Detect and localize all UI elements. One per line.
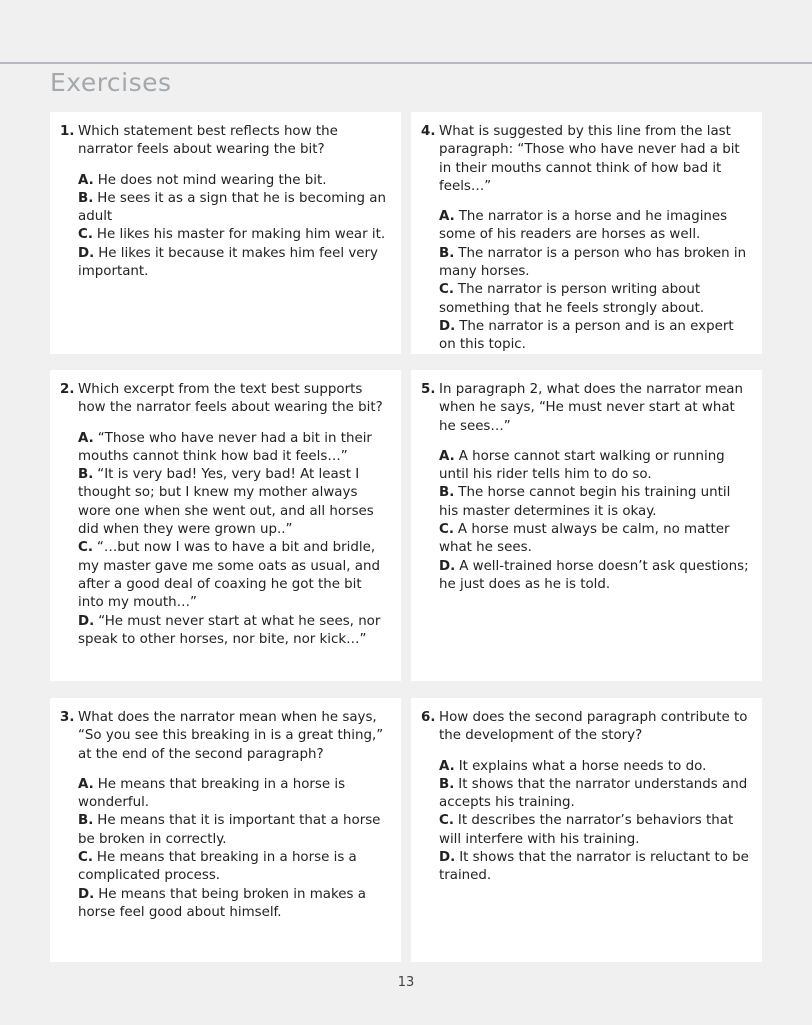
option-letter: B. bbox=[78, 190, 94, 206]
question-number: 1. bbox=[60, 124, 75, 139]
question-card-6 bbox=[411, 698, 762, 962]
answer-option bbox=[78, 812, 389, 849]
answer-option bbox=[439, 448, 750, 485]
question-number: 6. bbox=[421, 710, 436, 725]
answer-option bbox=[78, 849, 389, 886]
option-text: He does not mind wearing the bit. bbox=[97, 172, 327, 188]
option-text: A well-trained horse doesn’t ask questions; he just does as he is told. bbox=[439, 558, 749, 592]
option-text: “…but now I was to have a bit and bridle, my master gave me some oats as usual, and after a good deal of coaxing he got the bit into my mouth…” bbox=[78, 540, 380, 611]
question-card-3 bbox=[50, 698, 401, 962]
answer-options bbox=[78, 430, 389, 650]
question-text: Which statement best reflects how the narrator feels about wearing the bit? bbox=[78, 124, 338, 158]
answer-options bbox=[439, 758, 750, 886]
option-text: “It is very bad! Yes, very bad! At least I thought so; but I knew my mother always wore one when she went out, and all horses did when they were grown up..” bbox=[78, 467, 374, 538]
answer-option bbox=[439, 776, 750, 813]
option-letter: A. bbox=[439, 448, 455, 464]
question-number: 3. bbox=[60, 710, 75, 725]
answer-option bbox=[439, 318, 750, 355]
answer-option bbox=[439, 245, 750, 282]
option-text: The narrator is a horse and he imagines some of his readers are horses as well. bbox=[439, 209, 728, 243]
option-text: He likes it because it makes him feel very important. bbox=[78, 245, 378, 280]
option-letter: B. bbox=[439, 485, 455, 501]
option-text: “Those who have never had a bit in their mouths cannot think how bad it feels…” bbox=[78, 430, 372, 464]
option-letter: C. bbox=[439, 522, 454, 538]
option-letter: C. bbox=[78, 227, 93, 243]
question-5 bbox=[421, 381, 750, 436]
question-card-1 bbox=[50, 112, 401, 354]
question-3 bbox=[60, 709, 389, 764]
answer-option bbox=[78, 886, 389, 923]
question-text: Which excerpt from the text best supports how the narrator feels about wearing the bit? bbox=[78, 382, 383, 416]
answer-options bbox=[439, 208, 750, 354]
answer-option bbox=[439, 849, 750, 886]
question-6 bbox=[421, 709, 750, 746]
option-letter: D. bbox=[78, 886, 95, 902]
question-text: What is suggested by this line from the last paragraph: “Those who have never had a bit in their mouths cannot think of how bad it feels…” bbox=[439, 124, 740, 194]
answer-option bbox=[439, 521, 750, 558]
page-number: 13 bbox=[397, 975, 415, 990]
question-card-4 bbox=[411, 112, 762, 354]
answer-option bbox=[78, 226, 389, 244]
option-letter: A. bbox=[439, 209, 455, 225]
answer-option bbox=[78, 245, 389, 282]
option-text: A horse must always be calm, no matter what he sees. bbox=[439, 522, 730, 556]
option-letter: B. bbox=[439, 245, 455, 261]
option-letter: C. bbox=[78, 540, 93, 556]
option-text: He means that breaking in a horse is wonderful. bbox=[78, 776, 346, 811]
question-text: What does the narrator mean when he says, “So you see this breaking in is a great thing,” at the end of the second paragraph? bbox=[78, 710, 384, 762]
option-text: He likes his master for making him wear it. bbox=[96, 227, 386, 243]
option-letter: D. bbox=[439, 850, 456, 866]
option-letter: C. bbox=[439, 282, 454, 298]
option-text: A horse cannot start walking or running until his rider tells him to do so. bbox=[439, 448, 725, 483]
option-letter: B. bbox=[78, 813, 94, 829]
option-letter: D. bbox=[439, 318, 456, 334]
answer-options bbox=[78, 172, 389, 282]
option-text: It explains what a horse needs to do. bbox=[458, 758, 707, 774]
option-text: The horse cannot begin his training until his master determines it is okay. bbox=[439, 485, 731, 519]
option-letter: C. bbox=[439, 813, 454, 829]
question-number: 5. bbox=[421, 382, 436, 397]
question-text: In paragraph 2, what does the narrator mean when he says, “He must never start at what he sees…” bbox=[439, 382, 743, 434]
answer-options bbox=[78, 776, 389, 922]
answer-option bbox=[78, 172, 389, 190]
option-letter: B. bbox=[439, 776, 455, 792]
answer-option bbox=[78, 776, 389, 813]
option-text: He means that breaking in a horse is a complicated process. bbox=[78, 850, 357, 884]
header-rule bbox=[0, 62, 812, 64]
option-letter: B. bbox=[78, 467, 94, 483]
question-card-2 bbox=[50, 370, 401, 681]
option-text: It describes the narrator’s behaviors that will interfere with his training. bbox=[439, 813, 734, 847]
question-number: 4. bbox=[421, 124, 436, 139]
question-4 bbox=[421, 123, 750, 196]
option-text: “He must never start at what he sees, nor speak to other horses, nor bite, nor kick…” bbox=[78, 613, 381, 647]
option-letter: D. bbox=[439, 558, 456, 574]
option-letter: A. bbox=[439, 758, 455, 774]
option-letter: C. bbox=[78, 850, 93, 866]
answer-options bbox=[439, 448, 750, 594]
option-letter: A. bbox=[78, 430, 94, 446]
answer-option bbox=[439, 758, 750, 776]
question-1 bbox=[60, 123, 389, 160]
answer-option bbox=[439, 558, 750, 595]
question-2 bbox=[60, 381, 389, 418]
option-text: He means that being broken in makes a horse feel good about himself. bbox=[78, 886, 366, 920]
answer-option bbox=[439, 484, 750, 521]
option-text: He sees it as a sign that he is becoming an adult bbox=[78, 190, 386, 225]
option-text: The narrator is a person who has broken in many horses. bbox=[439, 245, 747, 280]
answer-option bbox=[439, 281, 750, 318]
option-letter: D. bbox=[78, 245, 95, 261]
answer-option bbox=[78, 430, 389, 467]
option-letter: D. bbox=[78, 613, 95, 629]
option-text: It shows that the narrator understands and accepts his training. bbox=[439, 776, 748, 811]
option-text: It shows that the narrator is reluctant to be trained. bbox=[439, 850, 749, 884]
answer-option bbox=[78, 613, 389, 650]
option-text: The narrator is a person and is an expert on this topic. bbox=[439, 318, 734, 353]
option-text: He means that it is important that a horse be broken in correctly. bbox=[78, 813, 381, 847]
question-number: 2. bbox=[60, 382, 75, 397]
question-card-5 bbox=[411, 370, 762, 681]
option-letter: A. bbox=[78, 172, 94, 188]
question-text: How does the second paragraph contribute to the development of the story? bbox=[439, 710, 748, 744]
option-letter: A. bbox=[78, 776, 94, 792]
option-text: The narrator is person writing about something that he feels strongly about. bbox=[439, 282, 705, 316]
section-title: Exercises bbox=[50, 68, 172, 97]
answer-option bbox=[439, 812, 750, 849]
answer-option bbox=[439, 208, 750, 245]
answer-option bbox=[78, 539, 389, 612]
answer-option bbox=[78, 466, 389, 539]
answer-option bbox=[78, 190, 389, 227]
